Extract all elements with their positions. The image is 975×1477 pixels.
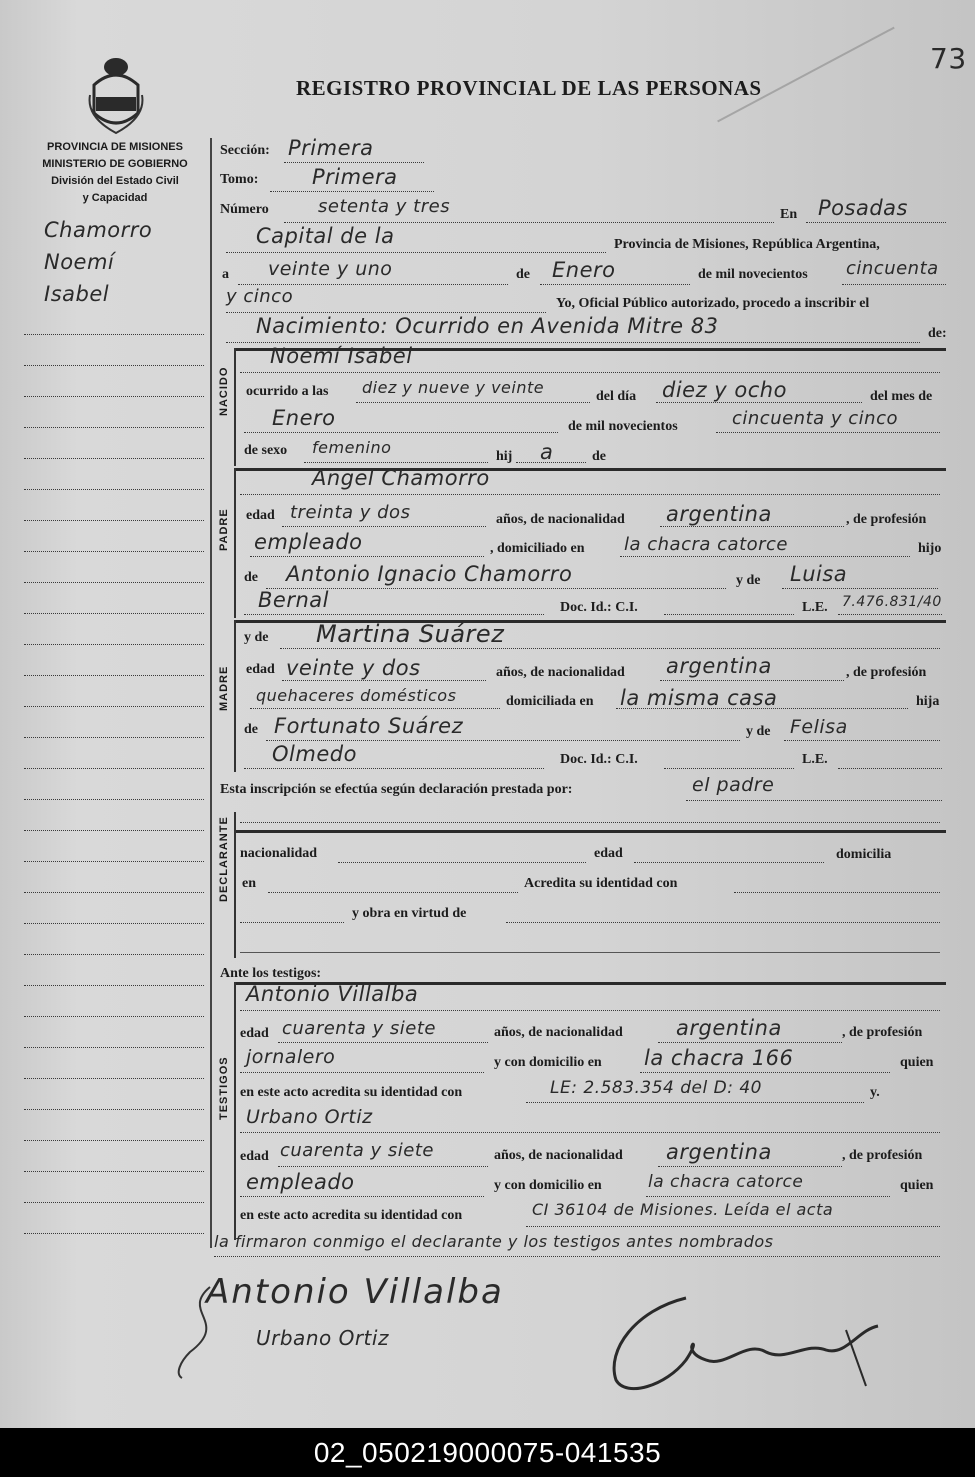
label-de4: de xyxy=(244,722,258,737)
line xyxy=(226,252,606,253)
page-title: REGISTRO PROVINCIAL DE LAS PERSONAS xyxy=(296,76,762,100)
line xyxy=(284,222,774,223)
tag-testigos: TESTIGOS xyxy=(218,1056,230,1120)
line xyxy=(244,614,544,615)
label-de-prof2: , de profesión xyxy=(846,665,927,680)
value-padre-dom: la chacra catorce xyxy=(624,534,789,555)
value-dia: veinte y uno xyxy=(268,258,393,280)
line xyxy=(226,342,920,343)
value-padre-padre: Antonio Ignacio Chamorro xyxy=(286,562,573,586)
line xyxy=(226,312,546,313)
margin-name-1: Noemí xyxy=(44,250,115,274)
line xyxy=(338,862,586,863)
label-hij: hij xyxy=(496,449,513,464)
margin-line xyxy=(24,1171,204,1172)
value-mes-nac: Enero xyxy=(272,406,336,430)
line xyxy=(784,740,940,741)
province-name: PROVINCIA DE MISIONES xyxy=(47,141,183,153)
value-dia-nac: diez y ocho xyxy=(662,378,787,402)
section-bar xyxy=(234,620,236,772)
value-padre-madre2: Bernal xyxy=(258,588,329,612)
label-de3: de xyxy=(244,570,258,585)
value-test2-nombre: Urbano Ortiz xyxy=(246,1106,373,1128)
margin-line xyxy=(24,1078,204,1079)
value-madre-nac: argentina xyxy=(666,654,772,678)
label-tomo: Tomo: xyxy=(220,172,259,187)
value-declarante: el padre xyxy=(692,774,775,796)
margin-line xyxy=(24,427,204,428)
label-quien: quien xyxy=(900,1055,934,1070)
value-madre-madre: Felisa xyxy=(790,716,848,738)
value-padre-nombre: Angel Chamorro xyxy=(312,466,490,490)
label-hijo: hijo xyxy=(918,541,942,556)
value-test1-nombre: Antonio Villalba xyxy=(246,982,419,1006)
value-madre-nombre: Martina Suárez xyxy=(316,620,505,648)
value-test2-id: CI 36104 de Misiones. Leída el acta xyxy=(532,1200,834,1219)
margin-line xyxy=(24,737,204,738)
section-bar xyxy=(234,982,236,1240)
margin-line xyxy=(24,1016,204,1017)
label-en2: en xyxy=(242,876,256,891)
label-y-de3: y de xyxy=(746,724,771,739)
label-edad5: edad xyxy=(240,1149,269,1164)
line xyxy=(660,680,844,681)
label-del-mes: del mes de xyxy=(870,389,933,404)
value-test2-nac: argentina xyxy=(666,1140,772,1164)
label-de-prof4: , de profesión xyxy=(842,1148,923,1163)
label-edad4: edad xyxy=(240,1026,269,1041)
label-quien2: quien xyxy=(900,1178,934,1193)
value-sexo: femenino xyxy=(312,438,392,457)
section-line xyxy=(236,830,946,833)
label-y-de: y de xyxy=(736,573,761,588)
line xyxy=(240,1010,940,1011)
line xyxy=(716,432,940,433)
margin-surname: Chamorro xyxy=(44,218,153,242)
line xyxy=(620,556,910,557)
margin-line xyxy=(24,458,204,459)
value-anio1: cincuenta xyxy=(846,258,939,279)
value-inscribe: Nacimiento: Ocurrido en Avenida Mitre 83 xyxy=(256,314,719,338)
margin-line xyxy=(24,861,204,862)
label-anos-nac: años, de nacionalidad xyxy=(496,512,625,527)
value-padre-madre: Luisa xyxy=(790,562,848,586)
margin-line xyxy=(24,985,204,986)
value-mes: Enero xyxy=(552,258,616,282)
label-en-este-acto: en este acto acredita su identidad con xyxy=(240,1085,463,1100)
line xyxy=(282,526,486,527)
stamp-mark xyxy=(717,27,923,176)
line xyxy=(240,1132,940,1133)
line xyxy=(842,284,946,285)
label-de-prof: , de profesión xyxy=(846,512,927,527)
line xyxy=(838,768,942,769)
margin-line xyxy=(24,644,204,645)
label-le2: L.E. xyxy=(802,752,828,767)
label-del-dia: del día xyxy=(596,389,637,404)
tag-declarante: DECLARANTE xyxy=(218,816,230,902)
line xyxy=(240,922,344,923)
line xyxy=(240,1196,484,1197)
page-number: 73 xyxy=(930,42,967,75)
label-numero: Número xyxy=(220,202,269,217)
margin-line xyxy=(24,799,204,800)
value-test1-prof: jornalero xyxy=(246,1046,336,1068)
label-doc-id: Doc. Id.: C.I. xyxy=(560,600,638,615)
line xyxy=(240,952,940,953)
line xyxy=(244,432,558,433)
margin-name-2: Isabel xyxy=(44,282,110,306)
line xyxy=(526,1102,864,1103)
division-name: División del Estado Civil xyxy=(51,175,179,187)
margin-divider xyxy=(210,138,212,1248)
label-doc-id2: Doc. Id.: C.I. xyxy=(560,752,638,767)
label-seccion: Sección: xyxy=(220,143,270,158)
margin-line xyxy=(24,954,204,955)
line xyxy=(838,614,942,615)
line xyxy=(280,648,940,649)
line xyxy=(660,526,844,527)
margin-line xyxy=(24,1140,204,1141)
value-cierre: la firmaron conmigo el declarante y los testigos antes nombrados xyxy=(214,1232,774,1251)
line xyxy=(240,822,940,823)
label-en-este-acto2: en este acto acredita su identidad con xyxy=(240,1208,463,1223)
line xyxy=(266,740,740,741)
section-bar xyxy=(234,348,236,466)
label-mil-novecientos: de mil novecientos xyxy=(698,267,808,282)
margin-line xyxy=(24,334,204,335)
coat-of-arms-icon xyxy=(86,55,146,135)
label-ocurrido: ocurrido a las xyxy=(246,384,329,399)
margin-line xyxy=(24,706,204,707)
line xyxy=(646,1196,890,1197)
label-de-prof3: , de profesión xyxy=(842,1025,923,1040)
value-test1-nac: argentina xyxy=(676,1016,782,1040)
value-test2-edad: cuarenta y siete xyxy=(280,1140,434,1161)
line xyxy=(664,614,794,615)
line xyxy=(782,588,938,589)
line xyxy=(506,922,940,923)
issuer-block xyxy=(20,139,210,207)
scan-id: 02_050219000075-041535 xyxy=(0,1428,975,1477)
line xyxy=(244,768,544,769)
label-de-sexo: de sexo xyxy=(244,443,288,458)
value-hora: diez y nueve y veinte xyxy=(362,378,545,397)
label-hija: hija xyxy=(916,694,940,709)
value-capital: Capital de la xyxy=(256,224,395,248)
margin-line xyxy=(24,892,204,893)
line xyxy=(540,284,690,285)
label-de2: de xyxy=(592,449,606,464)
signature-test2: Urbano Ortiz xyxy=(256,1326,389,1350)
label-y-obra: y obra en virtud de xyxy=(352,906,467,921)
line xyxy=(214,1256,940,1257)
section-bar xyxy=(234,812,236,958)
label-y-dot: y. xyxy=(870,1085,880,1100)
line xyxy=(658,1042,842,1043)
label-y-de2: y de xyxy=(244,630,269,645)
label-domiciliada: domiciliada en xyxy=(506,694,594,709)
value-anio2: y cinco xyxy=(226,286,294,307)
capacity-name: y Capacidad xyxy=(82,192,148,204)
line xyxy=(238,284,508,285)
tag-nacido: NACIDO xyxy=(218,366,230,416)
line xyxy=(250,556,484,557)
line xyxy=(270,191,434,192)
margin-line xyxy=(24,923,204,924)
value-padre-nac: argentina xyxy=(666,502,772,526)
margin-line xyxy=(24,396,204,397)
ministry-name: MINISTERIO DE GOBIERNO xyxy=(42,158,188,170)
label-domicilia: domicilia xyxy=(836,847,892,862)
value-seccion: Primera xyxy=(288,136,374,160)
label-y-con-domicilio: y con domicilio en xyxy=(494,1055,602,1070)
tag-madre: MADRE xyxy=(218,665,230,711)
line xyxy=(278,1042,488,1043)
label-de: de xyxy=(516,267,530,282)
line xyxy=(240,1072,484,1073)
label-en: En xyxy=(780,207,798,222)
label-esta-inscripcion: Esta inscripción se efectúa según declaración prestada por: xyxy=(220,782,573,797)
margin-line xyxy=(24,675,204,676)
label-acredita: Acredita su identidad con xyxy=(524,876,678,891)
line xyxy=(240,372,940,373)
line xyxy=(304,462,488,463)
value-test2-dom: la chacra catorce xyxy=(648,1172,804,1192)
value-padre-le: 7.476.831/40 xyxy=(842,594,942,610)
line xyxy=(640,1072,890,1073)
value-padre-prof: empleado xyxy=(254,530,363,554)
label-y-con-domicilio2: y con domicilio en xyxy=(494,1178,602,1193)
value-madre-padre: Fortunato Suárez xyxy=(274,714,464,738)
line xyxy=(282,680,486,681)
label-le: L.E. xyxy=(802,600,828,615)
line xyxy=(268,892,518,893)
value-hij: a xyxy=(540,440,554,464)
margin-line xyxy=(24,613,204,614)
label-de-colon: de: xyxy=(928,326,947,341)
line xyxy=(734,892,940,893)
line xyxy=(240,494,940,495)
value-anio-nac: cincuenta y cinco xyxy=(732,408,898,429)
margin-line xyxy=(24,365,204,366)
margin-line xyxy=(24,1109,204,1110)
margin-line xyxy=(24,489,204,490)
value-madre-prof: quehaceres domésticos xyxy=(256,686,457,705)
line xyxy=(250,708,500,709)
value-madre-dom: la misma casa xyxy=(620,686,778,710)
line xyxy=(526,1226,940,1227)
value-tomo: Primera xyxy=(312,165,398,189)
label-provincia: Provincia de Misiones, República Argentina, xyxy=(614,237,880,252)
signature-flourish-icon xyxy=(170,1282,240,1382)
label-anos-nac2: años, de nacionalidad xyxy=(496,665,625,680)
margin-line xyxy=(24,1202,204,1203)
label-nacionalidad: nacionalidad xyxy=(240,846,318,861)
line xyxy=(284,162,424,163)
line xyxy=(806,222,946,223)
margin-line xyxy=(24,1233,204,1234)
value-nombre: Noemí Isabel xyxy=(270,344,413,368)
margin-line xyxy=(24,551,204,552)
line xyxy=(658,1166,842,1167)
value-numero: setenta y tres xyxy=(318,196,451,217)
tag-padre: PADRE xyxy=(218,508,230,551)
label-domiciliado: , domiciliado en xyxy=(490,541,585,556)
value-madre-madre2: Olmedo xyxy=(272,742,357,766)
label-edad: edad xyxy=(246,508,275,523)
margin-line xyxy=(24,830,204,831)
value-test1-id: LE: 2.583.354 del D: 40 xyxy=(550,1078,762,1098)
official-signature-icon xyxy=(596,1290,886,1400)
line xyxy=(656,402,862,403)
label-de-mil-nov: de mil novecientos xyxy=(568,419,678,434)
signature-test1: Antonio Villalba xyxy=(206,1272,504,1312)
value-test1-edad: cuarenta y siete xyxy=(282,1018,436,1039)
label-edad2: edad xyxy=(246,662,275,677)
label-edad3: edad xyxy=(594,846,623,861)
line xyxy=(664,768,794,769)
value-madre-edad: veinte y dos xyxy=(286,656,421,680)
margin-line xyxy=(24,520,204,521)
margin-line xyxy=(24,1047,204,1048)
margin-line xyxy=(24,582,204,583)
label-ante-testigos: Ante los testigos: xyxy=(220,966,322,981)
label-anos-nac3: años, de nacionalidad xyxy=(494,1025,623,1040)
value-en: Posadas xyxy=(818,196,908,220)
margin-line xyxy=(24,768,204,769)
section-bar xyxy=(234,468,236,618)
label-anos-nac4: años, de nacionalidad xyxy=(494,1148,623,1163)
value-test1-dom: la chacra 166 xyxy=(644,1046,794,1070)
line xyxy=(266,588,726,589)
value-test2-prof: empleado xyxy=(246,1170,355,1194)
label-yo-oficial: Yo, Oficial Público autorizado, procedo a inscribir el xyxy=(556,296,870,311)
label-a: a xyxy=(222,267,229,282)
line xyxy=(278,1166,488,1167)
value-padre-edad: treinta y dos xyxy=(290,502,411,523)
line xyxy=(686,800,942,801)
line xyxy=(634,862,824,863)
line xyxy=(356,402,590,403)
